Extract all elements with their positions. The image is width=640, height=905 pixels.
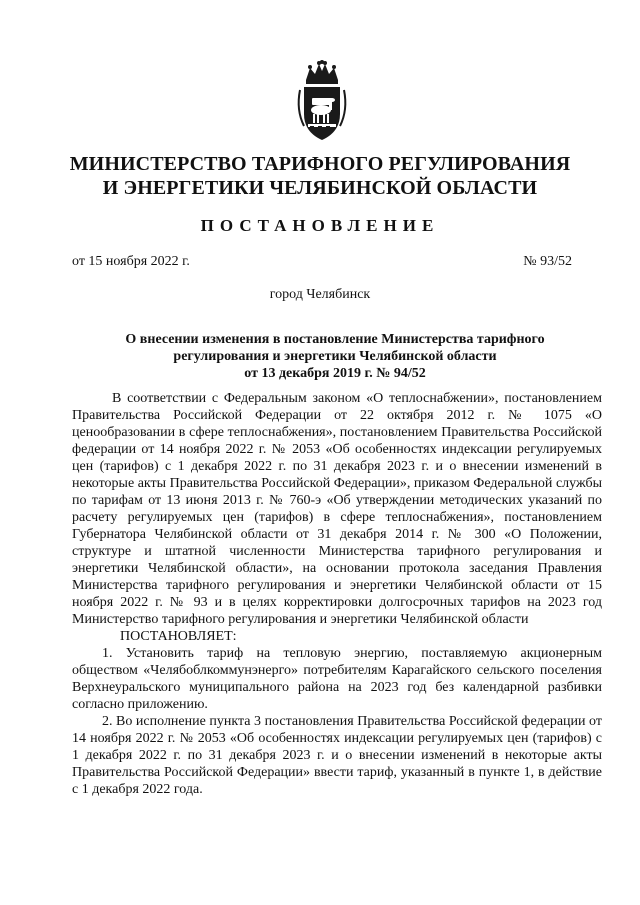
ministry-name-line1: МИНИСТЕРСТВО ТАРИФНОГО РЕГУЛИРОВАНИЯ: [69, 153, 571, 175]
clause-1: 1. Установить тариф на тепловую энергию, поставляемую акционерным обществом «Челябоблкоммунэнерго» потребителям Карагайского сельского поселения Верхнеуральского муниципального района на 2023 год без календарной разбивки согласно приложению.: [72, 646, 602, 712]
document-city: город Челябинск: [269, 287, 371, 302]
document-date: от 15 ноября 2022 г.: [72, 254, 190, 269]
subject-line2: регулирования и энергетики Челябинской области: [173, 349, 497, 364]
chelyabinsk-coat-of-arms-icon: [292, 60, 352, 142]
document-type: ПОСТАНОВЛЕНИЕ: [200, 216, 440, 235]
subject-line3: от 13 декабря 2019 г. № 94/52: [244, 366, 426, 381]
document-subject: [70, 331, 600, 382]
decree-word: ПОСТАНОВЛЯЕТ:: [120, 629, 237, 644]
preamble-paragraph: В соответствии с Федеральным законом «О теплоснабжении», постановлением Правительства Российской Федерации от 22 октября 2012 г. № 1075 «О ценообразовании в сфере теплоснабжения», постановлением Правительства Российской федерации от 14 ноября 2022 г. № 2053 «Об особенностях индексации регулируемых цен (тарифов) с 1 декабря 2022 г. по 31 декабря 2023 г. и о внесении изменений в некоторые акты Правительства Российской Федерации», приказом Федеральной службы по тарифам от 13 июня 2013 г. № 760-э «Об утверждении методических указаний по расчету регулируемых цен (тарифов) в сфере теплоснабжения», постановлением Губернатора Челябинской области от 31 декабря 2014 г. № 300 «О Положении, структуре и штатной численности Министерства тарифного регулирования и энергетики Челябинской области», на основании протокола заседания Правления Министерства тарифного регулирования и энергетики Челябинской области от 15 ноября 2022 г. № 93 и в целях корректировки долгосрочных тарифов на 2023 год Министерство тарифного регулирования и энергетики Челябинской области: [72, 391, 602, 627]
ministry-name: [60, 152, 580, 200]
clause-2: 2. Во исполнение пункта 3 постановления Правительства Российской федерации от 14 ноября 2022 г. № 2053 «Об особенностях индексации регулируемых цен (тарифов) с 1 декабря 2022 г. по 31 декабря 2023 г. и о внесении изменений в некоторые акты Правительства Российской Федерации» ввести тариф, указанный в пункте 1, в действие с 1 декабря 2022 года.: [72, 714, 602, 797]
document-body: [72, 390, 602, 798]
subject-line1: О внесении изменения в постановление Министерства тарифного: [125, 332, 545, 347]
document-number: № 93/52: [523, 254, 572, 269]
ministry-name-line2: И ЭНЕРГЕТИКИ ЧЕЛЯБИНСКОЙ ОБЛАСТИ: [102, 177, 538, 199]
